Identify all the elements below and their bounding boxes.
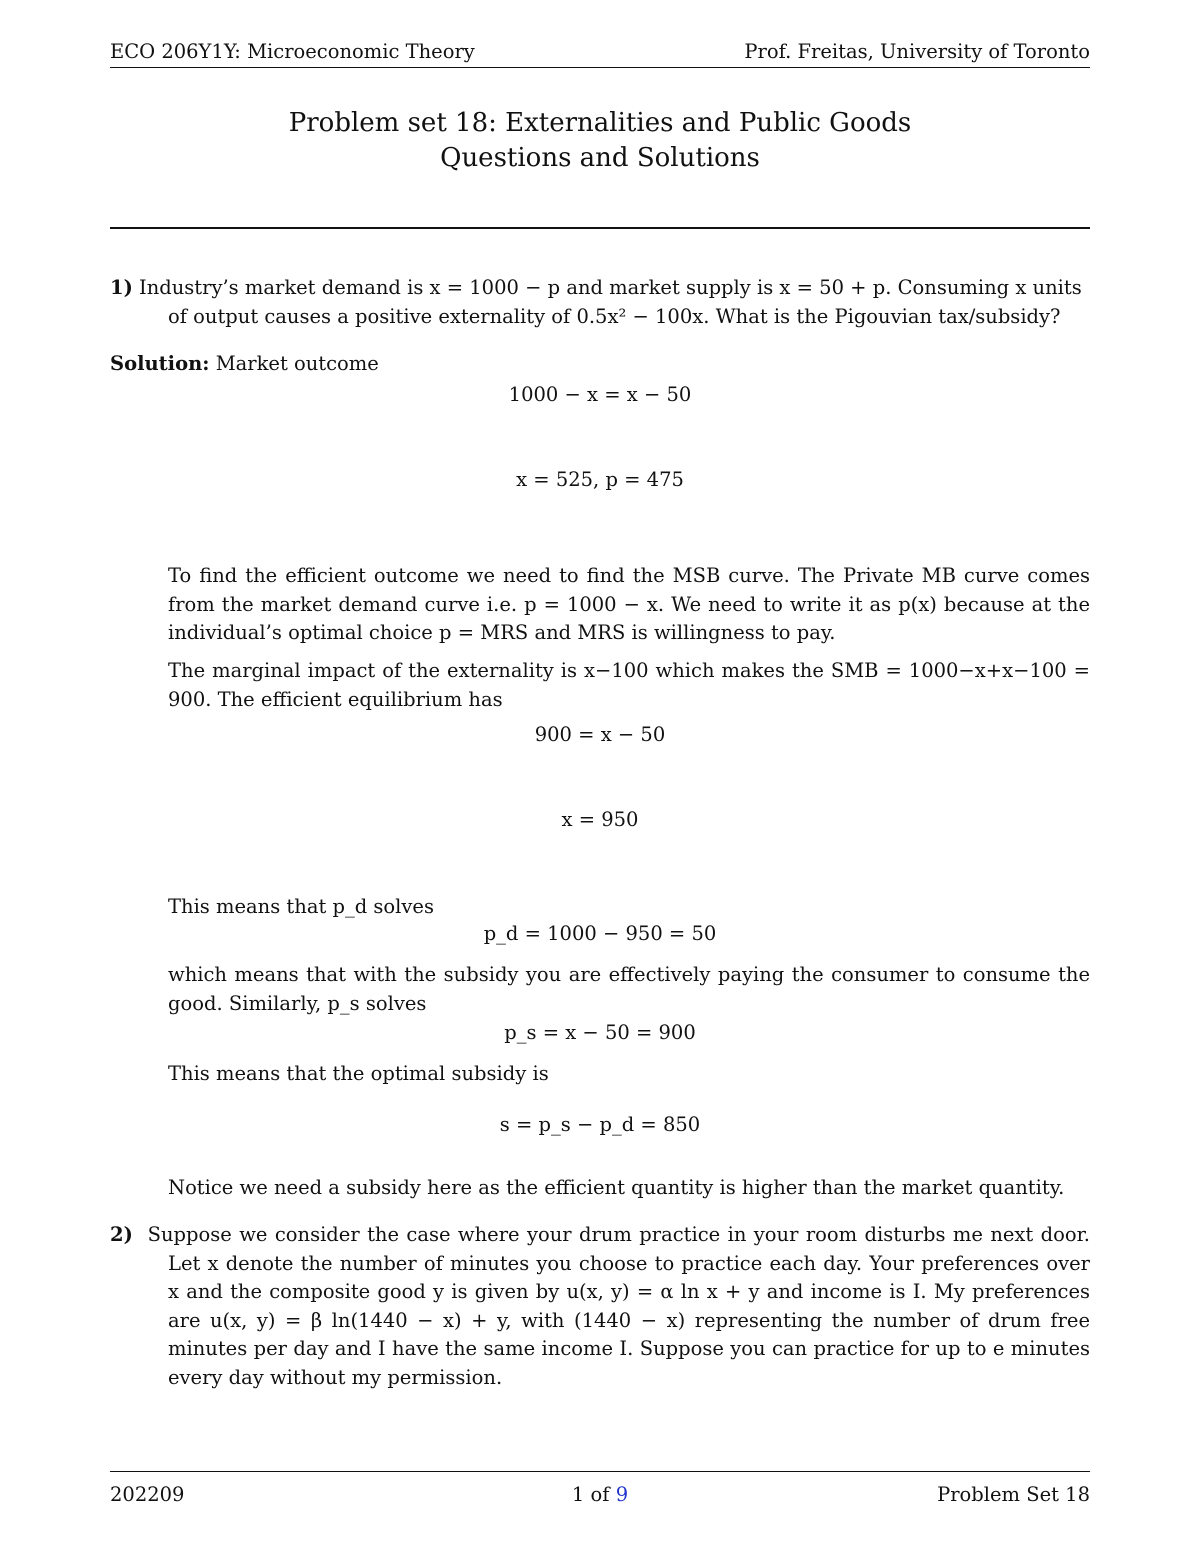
header-course: ECO 206Y1Y: Microeconomic Theory <box>110 40 475 63</box>
page-title: Problem set 18: Externalities and Public Goods <box>288 108 912 138</box>
question-1-number: 1) <box>110 276 133 299</box>
equation-pd: p_d = 1000 − 950 = 50 <box>483 922 717 945</box>
header-instructor: Prof. Freitas, University of Toronto <box>744 40 1090 63</box>
paragraph-externality: The marginal impact of the externality is x−100 which makes the SMB = 1000−x+x−100 = 900. The efficient equilibrium has <box>168 659 1090 711</box>
paragraph-subsidy-meaning: which means that with the subsidy you are effectively paying the consumer to consume the good. Similarly, p_s solves <box>168 963 1090 1015</box>
equation-efficient-quantity: x = 950 <box>561 808 639 831</box>
solution-heading <box>110 350 379 378</box>
page-subtitle: Questions and Solutions <box>440 143 760 173</box>
solution-intro: Market outcome <box>215 352 379 375</box>
paragraph-msb: To find the efficient outcome we need to find the MSB curve. The Private MB curve comes from the market demand curve i.e. p = 1000 − x. We need to write it as p(x) because at the individual’s optimal choice p = MRS and MRS is willingness to pay. <box>168 564 1090 644</box>
paragraph-conclusion: Notice we need a subsidy here as the efficient quantity is higher than the market quantity. <box>168 1176 1065 1199</box>
title-rule <box>110 227 1090 229</box>
question-1-line1: 1) Industry’s market demand is x = 1000 − p and market supply is x = 50 + p. Consuming x units <box>110 276 1082 299</box>
footer-doc-name: Problem Set 18 <box>937 1483 1090 1506</box>
paragraph-pd-intro: This means that p_d solves <box>168 895 434 918</box>
question-2-number: 2) <box>110 1223 133 1246</box>
equation-efficient: 900 = x − 50 <box>534 723 666 746</box>
question-2 <box>110 1221 1090 1392</box>
equation-subsidy: s = p_s − p_d = 850 <box>499 1113 701 1136</box>
question-2-text: Suppose we consider the case where your drum practice in your room disturbs me next door. Let x denote the number of minutes you choose to practice each day. Your preferences over x and the composite good y is given by u(x, y) = α ln x + y and income is I. My preferences are u(x, y) = β ln(1440 − x) + y, with (1440 − x) representing the number of drum free minutes per day and I have the same income I. Suppose you can practice for up to e minutes every day without my permission. <box>147 1223 1090 1389</box>
solution-label: Solution: <box>110 352 210 375</box>
header-rule <box>110 67 1090 68</box>
footer-date: 202209 <box>110 1483 185 1506</box>
equation-market-clearing: 1000 − x = x − 50 <box>508 383 692 406</box>
total-pages-link[interactable]: 9 <box>615 1483 629 1506</box>
equation-market-outcome: x = 525, p = 475 <box>516 468 684 491</box>
equation-ps: p_s = x − 50 = 900 <box>504 1021 696 1044</box>
question-1-line2: of output causes a positive externality of 0.5x² − 100x. What is the Pigouvian tax/subsidy? <box>168 305 1061 328</box>
paragraph-optimal-subsidy: This means that the optimal subsidy is <box>168 1062 549 1085</box>
footer-rule <box>110 1471 1090 1472</box>
footer-page-number: 1 of 9 <box>571 1483 629 1506</box>
